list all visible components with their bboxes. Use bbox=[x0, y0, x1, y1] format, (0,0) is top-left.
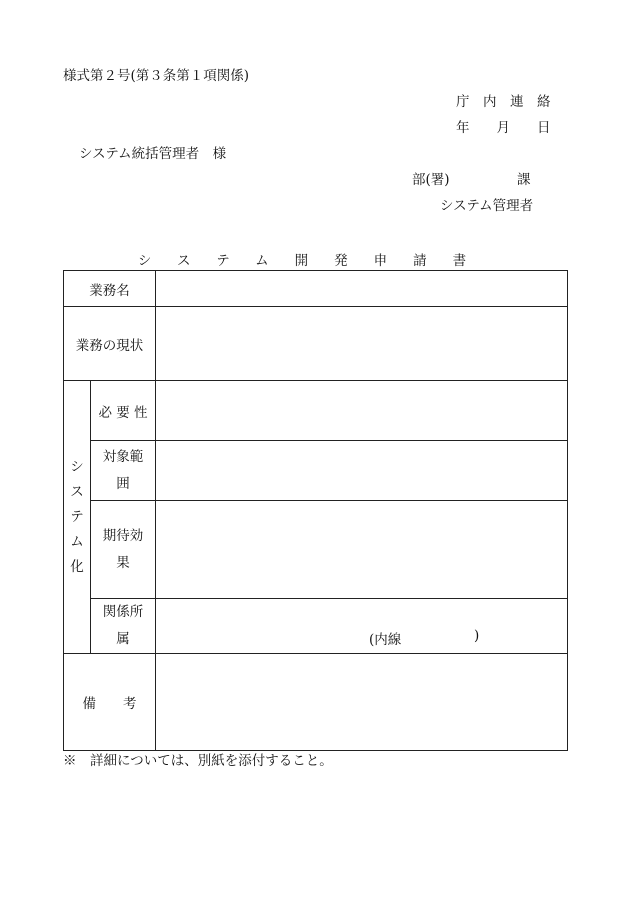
effect-label-line: 果 bbox=[116, 554, 130, 571]
scope-field[interactable] bbox=[156, 441, 568, 501]
effect-field[interactable] bbox=[156, 501, 568, 599]
systemization-char: 化 bbox=[70, 558, 84, 575]
necessity-field[interactable] bbox=[156, 381, 568, 441]
sender-title: システム管理者 bbox=[440, 198, 534, 214]
addressee: システム統括管理者 様 bbox=[79, 146, 227, 162]
application-form-table bbox=[63, 270, 568, 751]
extension-open: (内線 bbox=[369, 632, 402, 648]
current-state-field[interactable] bbox=[156, 307, 568, 381]
row-necessity bbox=[64, 381, 568, 441]
remarks-field[interactable] bbox=[156, 654, 568, 751]
business-name-label: 業務名 bbox=[64, 271, 156, 307]
footnote: ※ 詳細については、別紙を添付すること。 bbox=[63, 753, 333, 769]
systemization-char: ム bbox=[70, 533, 84, 550]
systemization-char: ス bbox=[70, 483, 84, 500]
row-related-dept bbox=[64, 599, 568, 654]
remarks-label: 備 考 bbox=[64, 654, 156, 751]
systemization-char: シ bbox=[70, 458, 84, 475]
extension-close: ) bbox=[474, 628, 480, 644]
business-name-field[interactable] bbox=[156, 271, 568, 307]
form-number: 様式第２号(第３条第１項関係) bbox=[63, 68, 250, 84]
dept-field[interactable] bbox=[156, 599, 568, 654]
dept-label-line: 属 bbox=[116, 631, 130, 647]
notice-type: 庁 内 連 絡 bbox=[456, 94, 551, 110]
necessity-label: 必 要 性 bbox=[91, 381, 156, 441]
row-business-name bbox=[64, 271, 568, 307]
row-current-state bbox=[64, 307, 568, 381]
dept-label-line: 関係所 bbox=[102, 604, 144, 620]
current-state-label: 業務の現状 bbox=[64, 307, 156, 381]
row-scope bbox=[64, 441, 568, 501]
department-line: 部(署) 課 bbox=[412, 172, 531, 188]
effect-label-line: 期待効 bbox=[102, 527, 144, 544]
scope-label bbox=[91, 441, 156, 501]
dept-label bbox=[91, 599, 156, 654]
form-title: システム開発申請書 bbox=[137, 253, 493, 269]
row-remarks bbox=[64, 654, 568, 751]
scope-label-line: 囲 bbox=[116, 475, 130, 492]
date-line: 年 月 日 bbox=[456, 120, 551, 136]
scope-label-line: 対象範 bbox=[102, 448, 144, 465]
systemization-label bbox=[64, 381, 91, 654]
effect-label bbox=[91, 501, 156, 599]
row-expected-effect bbox=[64, 501, 568, 599]
systemization-char: テ bbox=[70, 508, 84, 525]
